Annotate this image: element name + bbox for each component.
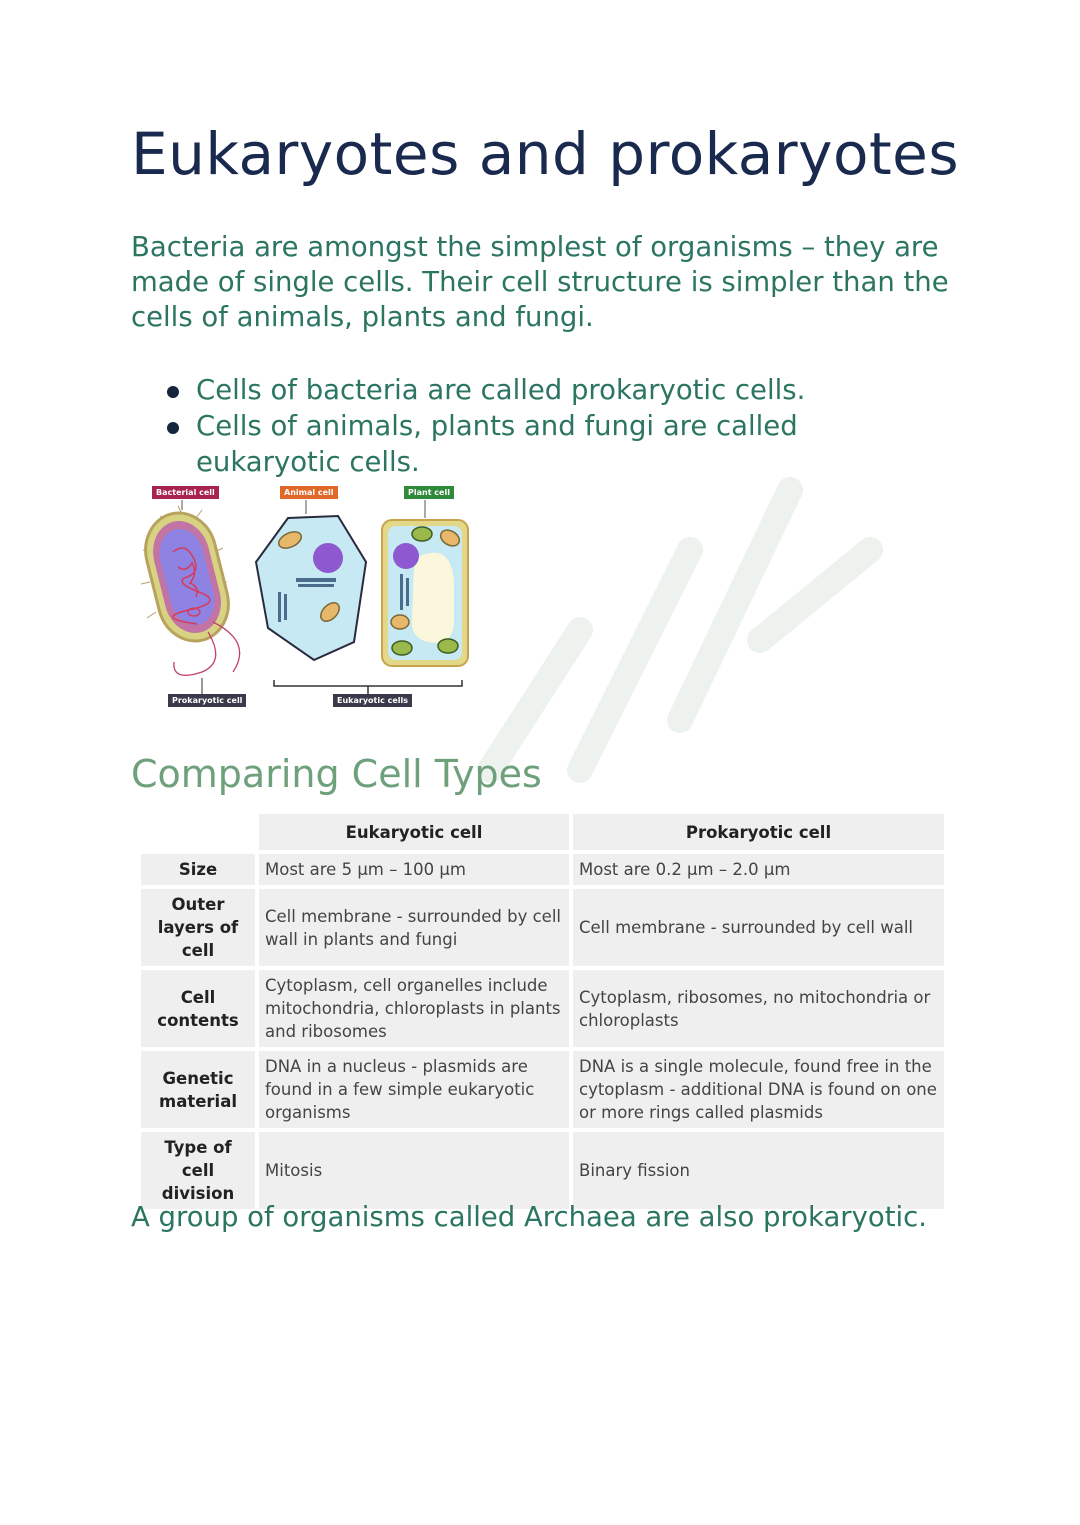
plant-cell-label: Plant cell — [404, 486, 454, 499]
section-heading: Comparing Cell Types — [131, 752, 542, 796]
eukaryotic-cells-label: Eukaryotic cells — [333, 694, 412, 707]
row-header: Outer layers of cell — [141, 889, 255, 966]
prokaryotic-cell-value: Binary fission — [573, 1132, 944, 1209]
bullet-icon — [167, 386, 179, 398]
table-row — [141, 889, 944, 966]
closing-paragraph: A group of organisms called Archaea are also prokaryotic. — [131, 1201, 927, 1233]
prokaryotic-cell-value: Cell membrane - surrounded by cell wall — [573, 889, 944, 966]
table-header-row — [141, 814, 944, 850]
table-row — [141, 970, 944, 1047]
eukaryotic-cell-value: Cell membrane - surrounded by cell wall in plants and fungi — [259, 889, 569, 966]
table-row — [141, 1051, 944, 1128]
bullet-icon — [167, 422, 179, 434]
animal-cell-label: Animal cell — [280, 486, 338, 499]
eukaryotic-cell-value: Most are 5 µm – 100 µm — [259, 854, 569, 885]
prokaryotic-cell-value: Most are 0.2 µm – 2.0 µm — [573, 854, 944, 885]
prokaryotic-cell-value: Cytoplasm, ribosomes, no mitochondria or chloroplasts — [573, 970, 944, 1047]
row-header: Cell contents — [141, 970, 255, 1047]
bacterial-cell-icon — [138, 505, 240, 675]
table-corner — [141, 814, 255, 850]
column-header-eukaryotic: Eukaryotic cell — [259, 814, 569, 850]
bacterial-cell-label: Bacterial cell — [152, 486, 219, 499]
bullet-list — [131, 372, 931, 480]
comparison-table — [137, 810, 948, 1213]
row-header: Genetic material — [141, 1051, 255, 1128]
prokaryotic-cell-label: Prokaryotic cell — [168, 694, 246, 707]
table-row — [141, 1132, 944, 1209]
plant-cell-icon — [382, 520, 468, 666]
cell-illustrations — [138, 482, 478, 712]
list-item: Cells of animals, plants and fungi are called eukaryotic cells. — [131, 408, 931, 480]
animal-cell-icon — [256, 516, 366, 660]
cell-diagram — [138, 482, 478, 712]
watermark-logo — [430, 470, 910, 790]
list-item: Cells of bacteria are called prokaryotic cells. — [131, 372, 931, 408]
prokaryotic-cell-value: DNA is a single molecule, found free in the cytoplasm - additional DNA is found on one or more rings called plasmids — [573, 1051, 944, 1128]
row-header: Size — [141, 854, 255, 885]
table-row — [141, 854, 944, 885]
row-header: Type of cell division — [141, 1132, 255, 1209]
eukaryotic-cell-value: Mitosis — [259, 1132, 569, 1209]
eukaryotic-cell-value: DNA in a nucleus - plasmids are found in a few simple eukaryotic organisms — [259, 1051, 569, 1128]
page-title: Eukaryotes and prokaryotes — [131, 120, 960, 188]
column-header-prokaryotic: Prokaryotic cell — [573, 814, 944, 850]
eukaryotic-cell-value: Cytoplasm, cell organelles include mitochondria, chloroplasts in plants and ribosomes — [259, 970, 569, 1047]
intro-paragraph: Bacteria are amongst the simplest of organisms – they are made of single cells. Their cell structure is simpler than the cells of animals, plants and fungi. — [131, 231, 949, 333]
